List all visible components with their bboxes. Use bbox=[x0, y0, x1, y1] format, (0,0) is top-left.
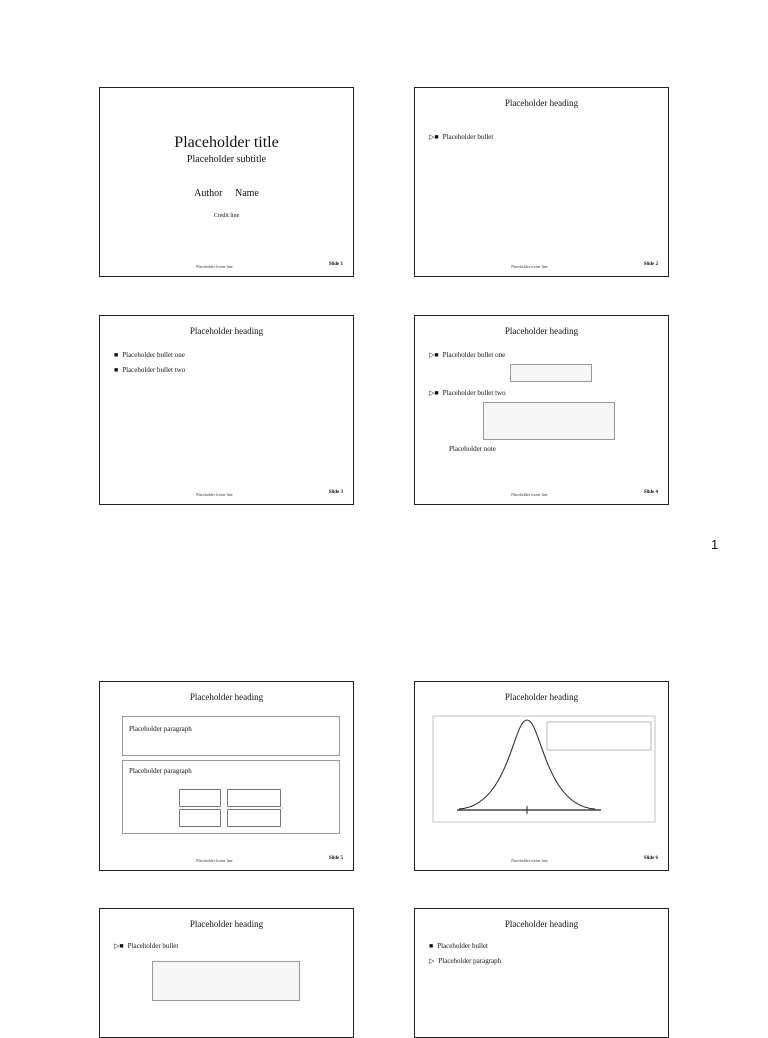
slide-title: Placeholder heading bbox=[504, 326, 579, 336]
slide-footer: Placeholder footer line bbox=[511, 492, 548, 497]
slide-7 bbox=[99, 908, 354, 1038]
slide-title: Placeholder title bbox=[174, 134, 279, 151]
slide-title: Placeholder heading bbox=[189, 692, 264, 702]
slide-3 bbox=[99, 315, 354, 505]
slide-note: Placeholder note bbox=[449, 445, 496, 453]
bullet-arrow-icon: ▷■ bbox=[114, 942, 124, 950]
slide-title: Placeholder heading bbox=[189, 919, 264, 929]
bullet-square-icon: ■ bbox=[429, 942, 434, 950]
bullet-list bbox=[114, 941, 341, 956]
slide-footer: Placeholder footer line bbox=[196, 858, 233, 863]
bullet-item: ■ Placeholder bullet bbox=[429, 942, 488, 950]
slide-title: Placeholder heading bbox=[189, 326, 264, 336]
bullet-list bbox=[429, 388, 656, 403]
slide-5 bbox=[99, 681, 354, 871]
formula-box bbox=[510, 364, 592, 382]
condition-box bbox=[179, 789, 221, 807]
slide-footer: Placeholder footer line bbox=[511, 264, 548, 269]
bullet-item: ▷■ Placeholder bullet bbox=[114, 942, 179, 950]
slide-6 bbox=[414, 681, 669, 871]
bullet-list bbox=[429, 941, 656, 971]
condition-box bbox=[179, 809, 221, 827]
formula-box bbox=[483, 402, 615, 440]
bullet-item: ▷■ Placeholder bullet one bbox=[429, 351, 506, 359]
bullet-list bbox=[429, 132, 656, 147]
bullet-list bbox=[114, 350, 341, 380]
slide-2 bbox=[414, 87, 669, 277]
slide-footer: Placeholder footer line bbox=[196, 264, 233, 269]
slide-number: Slide 6 bbox=[643, 856, 658, 861]
text-panel: Placeholder paragraph bbox=[122, 760, 340, 834]
slide-authors: Author Name bbox=[194, 188, 259, 199]
slide-number: Slide 1 bbox=[328, 262, 343, 267]
bullet-list bbox=[429, 350, 656, 365]
slide-credit: Credit line bbox=[213, 213, 240, 219]
slide-number: Slide 4 bbox=[643, 490, 658, 495]
slide-subtitle: Placeholder subtitle bbox=[186, 154, 267, 165]
page-number: 1 bbox=[711, 537, 719, 552]
slide-title: Placeholder heading bbox=[504, 919, 579, 929]
slide-footer: Placeholder footer line bbox=[196, 492, 233, 497]
bullet-square-icon: ■ bbox=[114, 351, 119, 359]
bullet-item: ▷ Placeholder paragraph bbox=[429, 957, 502, 965]
slide-8 bbox=[414, 908, 669, 1038]
bullet-arrow-icon: ▷■ bbox=[429, 133, 439, 141]
slide-title: Placeholder heading bbox=[504, 692, 579, 702]
bullet-arrow-icon: ▷■ bbox=[429, 389, 439, 397]
bullet-item: ■ Placeholder bullet one bbox=[114, 351, 185, 359]
bullet-item: ▷■ Placeholder bullet bbox=[429, 133, 494, 141]
text-panel: Placeholder paragraph bbox=[122, 716, 340, 756]
bullet-item: ■ Placeholder bullet two bbox=[114, 366, 186, 374]
slide-number: Slide 3 bbox=[328, 490, 343, 495]
condition-box bbox=[227, 789, 281, 807]
slide-number: Slide 2 bbox=[643, 262, 658, 267]
slide-4 bbox=[414, 315, 669, 505]
formula-box bbox=[152, 961, 300, 1001]
slide-number: Slide 5 bbox=[328, 856, 343, 861]
normal-curve-diagram bbox=[429, 714, 659, 824]
bullet-arrow-icon: ▷■ bbox=[429, 351, 439, 359]
bullet-square-icon: ■ bbox=[114, 366, 119, 374]
condition-box bbox=[227, 809, 281, 827]
bullet-item: ▷■ Placeholder bullet two bbox=[429, 389, 506, 397]
slide-footer: Placeholder footer line bbox=[511, 858, 548, 863]
bullet-arrow-icon: ▷ bbox=[429, 957, 435, 965]
slide-1 bbox=[99, 87, 354, 277]
slide-title: Placeholder heading bbox=[504, 98, 579, 108]
